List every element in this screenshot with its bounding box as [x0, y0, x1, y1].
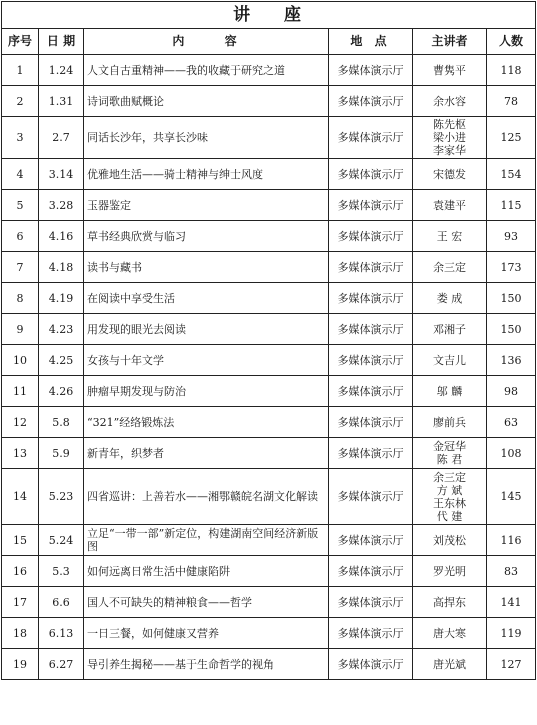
- speaker-name: 方 斌: [436, 483, 463, 497]
- row-no-cell: 10: [2, 345, 39, 376]
- row-count-cell: 145: [487, 469, 536, 525]
- row-speaker-cell: [413, 407, 487, 438]
- row-speaker-cell: [413, 252, 487, 283]
- table-row: [2, 283, 536, 314]
- speaker-name: 王 宏: [436, 229, 463, 243]
- row-date-cell: 2.7: [39, 117, 84, 159]
- row-speaker-cell: [413, 438, 487, 469]
- row-place-cell: 多媒体演示厅: [329, 314, 413, 345]
- speaker-name: 李家华: [433, 144, 466, 157]
- table-row: [2, 221, 536, 252]
- row-no-cell: 2: [2, 86, 39, 117]
- row-place-cell: 多媒体演示厅: [329, 283, 413, 314]
- row-place-cell: 多媒体演示厅: [329, 587, 413, 618]
- row-date-cell: 5.8: [39, 407, 84, 438]
- row-place-cell: 多媒体演示厅: [329, 190, 413, 221]
- row-speaker-cell: [413, 117, 487, 159]
- row-count-cell: 136: [487, 345, 536, 376]
- table-row: [2, 345, 536, 376]
- table-row: [2, 314, 536, 345]
- row-content-cell: 如何远离日常生活中健康陷阱: [84, 556, 329, 587]
- table-row: [2, 55, 536, 86]
- row-count-cell: 116: [487, 525, 536, 556]
- table-row: [2, 438, 536, 469]
- row-speaker-cell: [413, 587, 487, 618]
- speaker-name: 娄 成: [436, 291, 463, 305]
- header-date: 日 期: [39, 29, 84, 55]
- row-date-cell: 1.31: [39, 86, 84, 117]
- speaker-name: 王东林: [433, 496, 466, 510]
- speaker-name: 梁小进: [433, 131, 466, 144]
- table-row: [2, 190, 536, 221]
- speaker-name: 唐大寒: [433, 626, 466, 640]
- row-speaker-cell: [413, 525, 487, 556]
- row-date-cell: 3.28: [39, 190, 84, 221]
- speaker-name: 罗光明: [433, 564, 466, 578]
- header-content: 内 容: [84, 29, 329, 55]
- row-date-cell: 1.24: [39, 55, 84, 86]
- row-date-cell: 4.25: [39, 345, 84, 376]
- speaker-name: 邬 麟: [436, 384, 463, 398]
- row-content-cell: 草书经典欣赏与临习: [84, 221, 329, 252]
- row-speaker-cell: [413, 345, 487, 376]
- row-content-cell: “321”经络锻炼法: [84, 407, 329, 438]
- row-no-cell: 1: [2, 55, 39, 86]
- table-row: [2, 86, 536, 117]
- row-place-cell: 多媒体演示厅: [329, 525, 413, 556]
- row-content-cell: 四省巡讲：上善若水——湘鄂赣皖名湖文化解读: [84, 469, 329, 525]
- table-row: [2, 117, 536, 159]
- speaker-name: 余水容: [433, 94, 466, 108]
- header-no: 序号: [2, 29, 39, 55]
- row-date-cell: 3.14: [39, 159, 84, 190]
- row-count-cell: 115: [487, 190, 536, 221]
- speaker-name: 曹隽平: [433, 63, 466, 77]
- row-date-cell: 4.16: [39, 221, 84, 252]
- row-count-cell: 154: [487, 159, 536, 190]
- row-speaker-cell: [413, 618, 487, 649]
- lecture-table-container: [1, 1, 535, 680]
- row-count-cell: 127: [487, 649, 536, 680]
- row-no-cell: 17: [2, 587, 39, 618]
- row-content-cell: 优雅地生活——骑士精神与绅士风度: [84, 159, 329, 190]
- lecture-table: [1, 1, 536, 680]
- row-date-cell: 4.19: [39, 283, 84, 314]
- speaker-name: 唐光斌: [433, 657, 466, 671]
- row-date-cell: 4.23: [39, 314, 84, 345]
- row-no-cell: 13: [2, 438, 39, 469]
- table-title: 讲 座: [2, 2, 536, 29]
- table-row: [2, 407, 536, 438]
- row-content-cell: 导引养生揭秘——基于生命哲学的视角: [84, 649, 329, 680]
- row-date-cell: 5.24: [39, 525, 84, 556]
- table-row: [2, 469, 536, 525]
- row-date-cell: 6.6: [39, 587, 84, 618]
- speaker-name: 高捍东: [433, 595, 466, 609]
- row-place-cell: 多媒体演示厅: [329, 469, 413, 525]
- row-place-cell: 多媒体演示厅: [329, 407, 413, 438]
- row-content-cell: 肿瘤早期发现与防治: [84, 376, 329, 407]
- speaker-name: 余三定: [433, 260, 466, 274]
- row-content-cell: 人文自古重精神——我的收藏于研究之道: [84, 55, 329, 86]
- speaker-name: 金冠华: [433, 440, 466, 453]
- row-speaker-cell: [413, 283, 487, 314]
- row-no-cell: 4: [2, 159, 39, 190]
- row-date-cell: 5.9: [39, 438, 84, 469]
- row-speaker-cell: [413, 376, 487, 407]
- row-no-cell: 5: [2, 190, 39, 221]
- row-content-cell: 玉器鉴定: [84, 190, 329, 221]
- speaker-name: 邓湘子: [433, 322, 466, 336]
- header-count: 人数: [487, 29, 536, 55]
- table-row: [2, 159, 536, 190]
- row-count-cell: 173: [487, 252, 536, 283]
- row-count-cell: 141: [487, 587, 536, 618]
- row-place-cell: 多媒体演示厅: [329, 252, 413, 283]
- row-content-cell: 立足“一带一部”新定位，构建湖南空间经济新版图: [84, 525, 329, 556]
- row-place-cell: 多媒体演示厅: [329, 55, 413, 86]
- header-row: [2, 29, 536, 55]
- speaker-name: 刘茂松: [433, 533, 466, 547]
- row-speaker-cell: [413, 556, 487, 587]
- row-count-cell: 118: [487, 55, 536, 86]
- row-count-cell: 150: [487, 283, 536, 314]
- row-count-cell: 83: [487, 556, 536, 587]
- row-content-cell: 一日三餐，如何健康又营养: [84, 618, 329, 649]
- table-row: [2, 556, 536, 587]
- table-row: [2, 587, 536, 618]
- row-date-cell: 4.18: [39, 252, 84, 283]
- table-row: [2, 618, 536, 649]
- row-count-cell: 119: [487, 618, 536, 649]
- row-date-cell: 5.23: [39, 469, 84, 525]
- row-date-cell: 5.3: [39, 556, 84, 587]
- row-speaker-cell: [413, 86, 487, 117]
- speaker-name: 袁建平: [433, 198, 466, 212]
- row-no-cell: 14: [2, 469, 39, 525]
- row-content-cell: 同话长沙年，共享长沙味: [84, 117, 329, 159]
- speaker-name: 宋德发: [433, 167, 466, 181]
- row-date-cell: 6.27: [39, 649, 84, 680]
- row-content-cell: 女孩与十年文学: [84, 345, 329, 376]
- speaker-name: 文吉儿: [433, 353, 466, 367]
- row-place-cell: 多媒体演示厅: [329, 376, 413, 407]
- row-count-cell: 63: [487, 407, 536, 438]
- speaker-name: 余三定: [433, 470, 466, 484]
- row-no-cell: 11: [2, 376, 39, 407]
- row-content-cell: 在阅读中享受生活: [84, 283, 329, 314]
- row-count-cell: 125: [487, 117, 536, 159]
- row-place-cell: 多媒体演示厅: [329, 649, 413, 680]
- row-date-cell: 4.26: [39, 376, 84, 407]
- row-place-cell: 多媒体演示厅: [329, 345, 413, 376]
- row-no-cell: 3: [2, 117, 39, 159]
- row-no-cell: 6: [2, 221, 39, 252]
- table-row: [2, 525, 536, 556]
- row-place-cell: 多媒体演示厅: [329, 117, 413, 159]
- header-speaker: 主讲者: [413, 29, 487, 55]
- row-place-cell: 多媒体演示厅: [329, 618, 413, 649]
- row-speaker-cell: [413, 314, 487, 345]
- speaker-name: 陈先枢: [433, 118, 466, 131]
- header-place: 地 点: [329, 29, 413, 55]
- row-content-cell: 用发现的眼光去阅读: [84, 314, 329, 345]
- table-row: [2, 649, 536, 680]
- row-no-cell: 18: [2, 618, 39, 649]
- row-count-cell: 98: [487, 376, 536, 407]
- row-no-cell: 9: [2, 314, 39, 345]
- speaker-name: 陈 君: [436, 453, 463, 466]
- row-count-cell: 108: [487, 438, 536, 469]
- row-date-cell: 6.13: [39, 618, 84, 649]
- row-no-cell: 7: [2, 252, 39, 283]
- row-no-cell: 12: [2, 407, 39, 438]
- row-no-cell: 19: [2, 649, 39, 680]
- table-row: [2, 376, 536, 407]
- row-place-cell: 多媒体演示厅: [329, 159, 413, 190]
- row-place-cell: 多媒体演示厅: [329, 556, 413, 587]
- speaker-name: 廖前兵: [433, 415, 466, 429]
- row-speaker-cell: [413, 649, 487, 680]
- row-place-cell: 多媒体演示厅: [329, 221, 413, 252]
- row-speaker-cell: [413, 55, 487, 86]
- row-content-cell: 诗词歌曲赋概论: [84, 86, 329, 117]
- row-no-cell: 15: [2, 525, 39, 556]
- row-count-cell: 150: [487, 314, 536, 345]
- row-count-cell: 93: [487, 221, 536, 252]
- row-place-cell: 多媒体演示厅: [329, 86, 413, 117]
- row-content-cell: 国人不可缺失的精神粮食——哲学: [84, 587, 329, 618]
- row-content-cell: 新青年，织梦者: [84, 438, 329, 469]
- row-speaker-cell: [413, 159, 487, 190]
- row-speaker-cell: [413, 221, 487, 252]
- row-count-cell: 78: [487, 86, 536, 117]
- row-speaker-cell: [413, 190, 487, 221]
- row-speaker-cell: [413, 469, 487, 525]
- row-content-cell: 读书与藏书: [84, 252, 329, 283]
- row-place-cell: 多媒体演示厅: [329, 438, 413, 469]
- row-no-cell: 16: [2, 556, 39, 587]
- row-no-cell: 8: [2, 283, 39, 314]
- speaker-name: 代 建: [436, 509, 463, 523]
- table-row: [2, 252, 536, 283]
